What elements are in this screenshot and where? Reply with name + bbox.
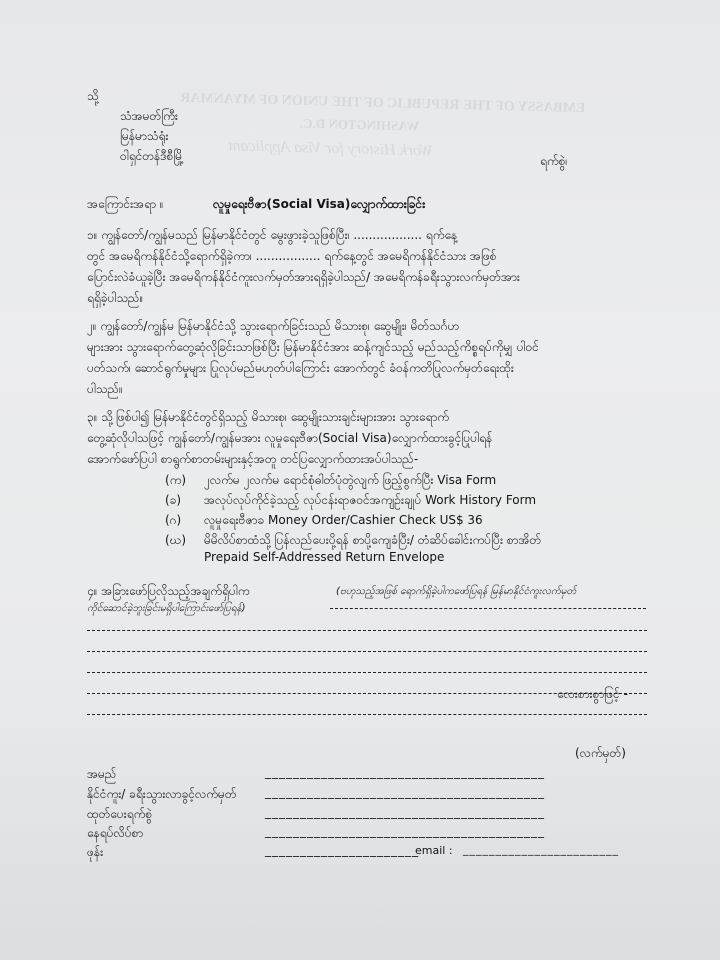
item-b-marker: (ခ): [165, 493, 182, 507]
field-phone-value[interactable]: ______________________: [265, 843, 419, 857]
writein-line[interactable]: [87, 714, 647, 715]
para1-line2: တွင် အမေရိကန်နိုင်ငံသို့ရောက်ရှိခဲ့ကာ၊ ................. ရက်နေ့တွင် အမေရိကန်နိုင်ငံသား အဖြစ်: [87, 249, 497, 263]
item-a-marker: (က): [165, 473, 187, 487]
field-address-value[interactable]: ________________________________________: [265, 824, 545, 838]
field-email-value[interactable]: ________________________: [463, 843, 619, 856]
writein-line[interactable]: [87, 651, 647, 652]
field-issue-date-label: ထုတ်ပေးရက်စွဲ: [87, 807, 153, 821]
item-a-text: ၂လက်မ ၂လက်မ ရောင်စုံဓါတ်ပုံတွဲလျက် ဖြည့်စွက်ပြီး Visa Form: [204, 473, 497, 487]
para4-note2: ကိုင်ဆောင်ခဲ့ဘူးခြင်းမရှိပါကြောင်းဖော်ပြရန်): [87, 603, 246, 614]
field-passport-label: နိုင်ငံကူး/ ခရီးသွားလာခွင့်လက်မှတ်: [87, 787, 237, 801]
para1-line4: ရရှိခဲ့ပါသည်။: [87, 291, 144, 305]
para2-line4: ပါသည်။: [87, 382, 123, 396]
field-email-label: email :: [415, 844, 453, 857]
bleed-through-line1: EMBASSY OF THE REPUBLIC OF THE UNION OF MYANMAR: [179, 90, 586, 117]
field-passport-value[interactable]: ________________________________________: [265, 785, 545, 799]
para3-line3: အောက်ဖော်ပြပါ စာရွက်စာတမ်းများနှင့်အတူ တင်ပြလျှောက်ထားအပ်ပါသည်-: [87, 452, 419, 466]
para3-line2: တွေ့ဆုံလိုပါသဖြင့် ကျွန်တော်/ကျွန်မအား လူမှုရေးဗီဇာ(Social Visa)လျှောက်ထားခွင့်ပြုပါရန်: [87, 431, 493, 445]
para4-line1: ၄။ အခြားဖော်ပြလိုသည့်အချက်ရှိပါက: [87, 584, 250, 598]
item-c-text: လူမှုရေးဗီဇာခ Money Order/Cashier Check US$ 36: [204, 513, 483, 527]
para2-line2: များအား သွားရောက်တွေ့ဆုံလိုခြင်းသာဖြစ်ပြီး မြန်မာနိုင်ငံအား ဆန့်ကျင်သည့် မည်သည့်ကိစ္စရပ်ကိုမျှ ပါဝင်: [87, 340, 539, 354]
para2-line3: ပတ်သက်၊ ဆောင်ရွက်မှုများ ပြုလုပ်မည်မဟုတ်ပါကြောင်း အောက်တွင် ခံဝန်ကတိပြုလက်မှတ်ရေးထိုး: [87, 361, 514, 375]
subject-label: အကြောင်းအရာ ။: [87, 197, 164, 211]
item-d-text2: Prepaid Self-Addressed Return Envelope: [204, 550, 445, 564]
field-address-label: နေရပ်လိပ်စာ: [87, 826, 144, 840]
para1-line3: ပြောင်းလဲခံယူခဲ့ပြီး အမေရိကန်နိုင်ငံကူးလက်မှတ်အားရရှိခဲ့ပါသည်/ အမေရိကန်ခရီးသွားလက်မှတ်အား: [87, 270, 520, 284]
item-c-marker: (ဂ): [165, 513, 182, 527]
closing: လေးစားစွာဖြင့် -: [557, 687, 628, 701]
para4-note1: (ဗဟုသည့်အဖြစ် ရောက်ရှိခဲ့ပါကဖော်ပြရန် မြန်မာနိုင်ငံကူးလက်မှတ်: [336, 586, 577, 597]
address-line2: မြန်မာသံရုံး: [120, 129, 169, 143]
field-phone-label: ဖုန်း: [87, 845, 104, 859]
writein-line[interactable]: [87, 672, 647, 673]
writein-line[interactable]: [87, 630, 647, 631]
address-line3: ဝါရှင်တန်ဒီစီမြို့: [120, 149, 184, 163]
address-line1: သံအမတ်ကြီး: [120, 109, 178, 123]
item-d-text: မိမိလိပ်စာထံသို့ ပြန်လည်ပေးပို့ရန် စာပို့ကျေခံပြီး/ တံဆိပ်ခေါင်းကပ်ပြီး စာအိတ်: [204, 533, 542, 547]
para2-line1: ၂။ ကျွန်တော်/ကျွန်မ မြန်မာနိုင်ငံသို့ သွားရောက်ခြင်းသည် မိသားစု၊ ဆွေမျိုး၊ မိတ်သင်္ဂဟ: [87, 319, 460, 333]
subject-text: လူမှုရေးဗီဇာ(Social Visa)လျှောက်ထားခြင်း: [213, 197, 426, 211]
address-to: သို့: [87, 89, 99, 103]
para1-line1: ၁။ ကျွန်တော်/ကျွန်မသည် မြန်မာနိုင်ငံတွင် မွေးဖွားခဲ့သူဖြစ်ပြီး၊ .................. ရက်နေ့: [87, 228, 458, 242]
bleed-through-line3: Work History for Visa Applicant: [227, 137, 434, 160]
writein-line[interactable]: [330, 608, 646, 609]
date-label: ရက်စွဲ၊: [540, 154, 568, 168]
signature-label: (လက်မှတ်): [575, 746, 626, 760]
bleed-through-line2: WASHINGTON D.C.: [299, 115, 420, 134]
para3-line1: ၃။ သို့ဖြစ်ပါ၍ မြန်မာနိုင်ငံတွင်ရှိသည့် မိသားစု၊ ဆွေမျိုးသားချင်းများအား သွားရောက်: [87, 410, 450, 424]
field-issue-date-value[interactable]: ________________________________________: [265, 805, 545, 819]
item-b-text: အလုပ်လုပ်ကိုင်ခဲ့သည့် လုပ်ငန်းရာဇဝင်အကျဉ်းချုပ် Work History Form: [204, 493, 537, 507]
item-d-marker: (ဃ): [165, 533, 187, 547]
field-name-label: အမည်: [87, 767, 117, 781]
field-name-value[interactable]: ________________________________________: [265, 765, 545, 779]
